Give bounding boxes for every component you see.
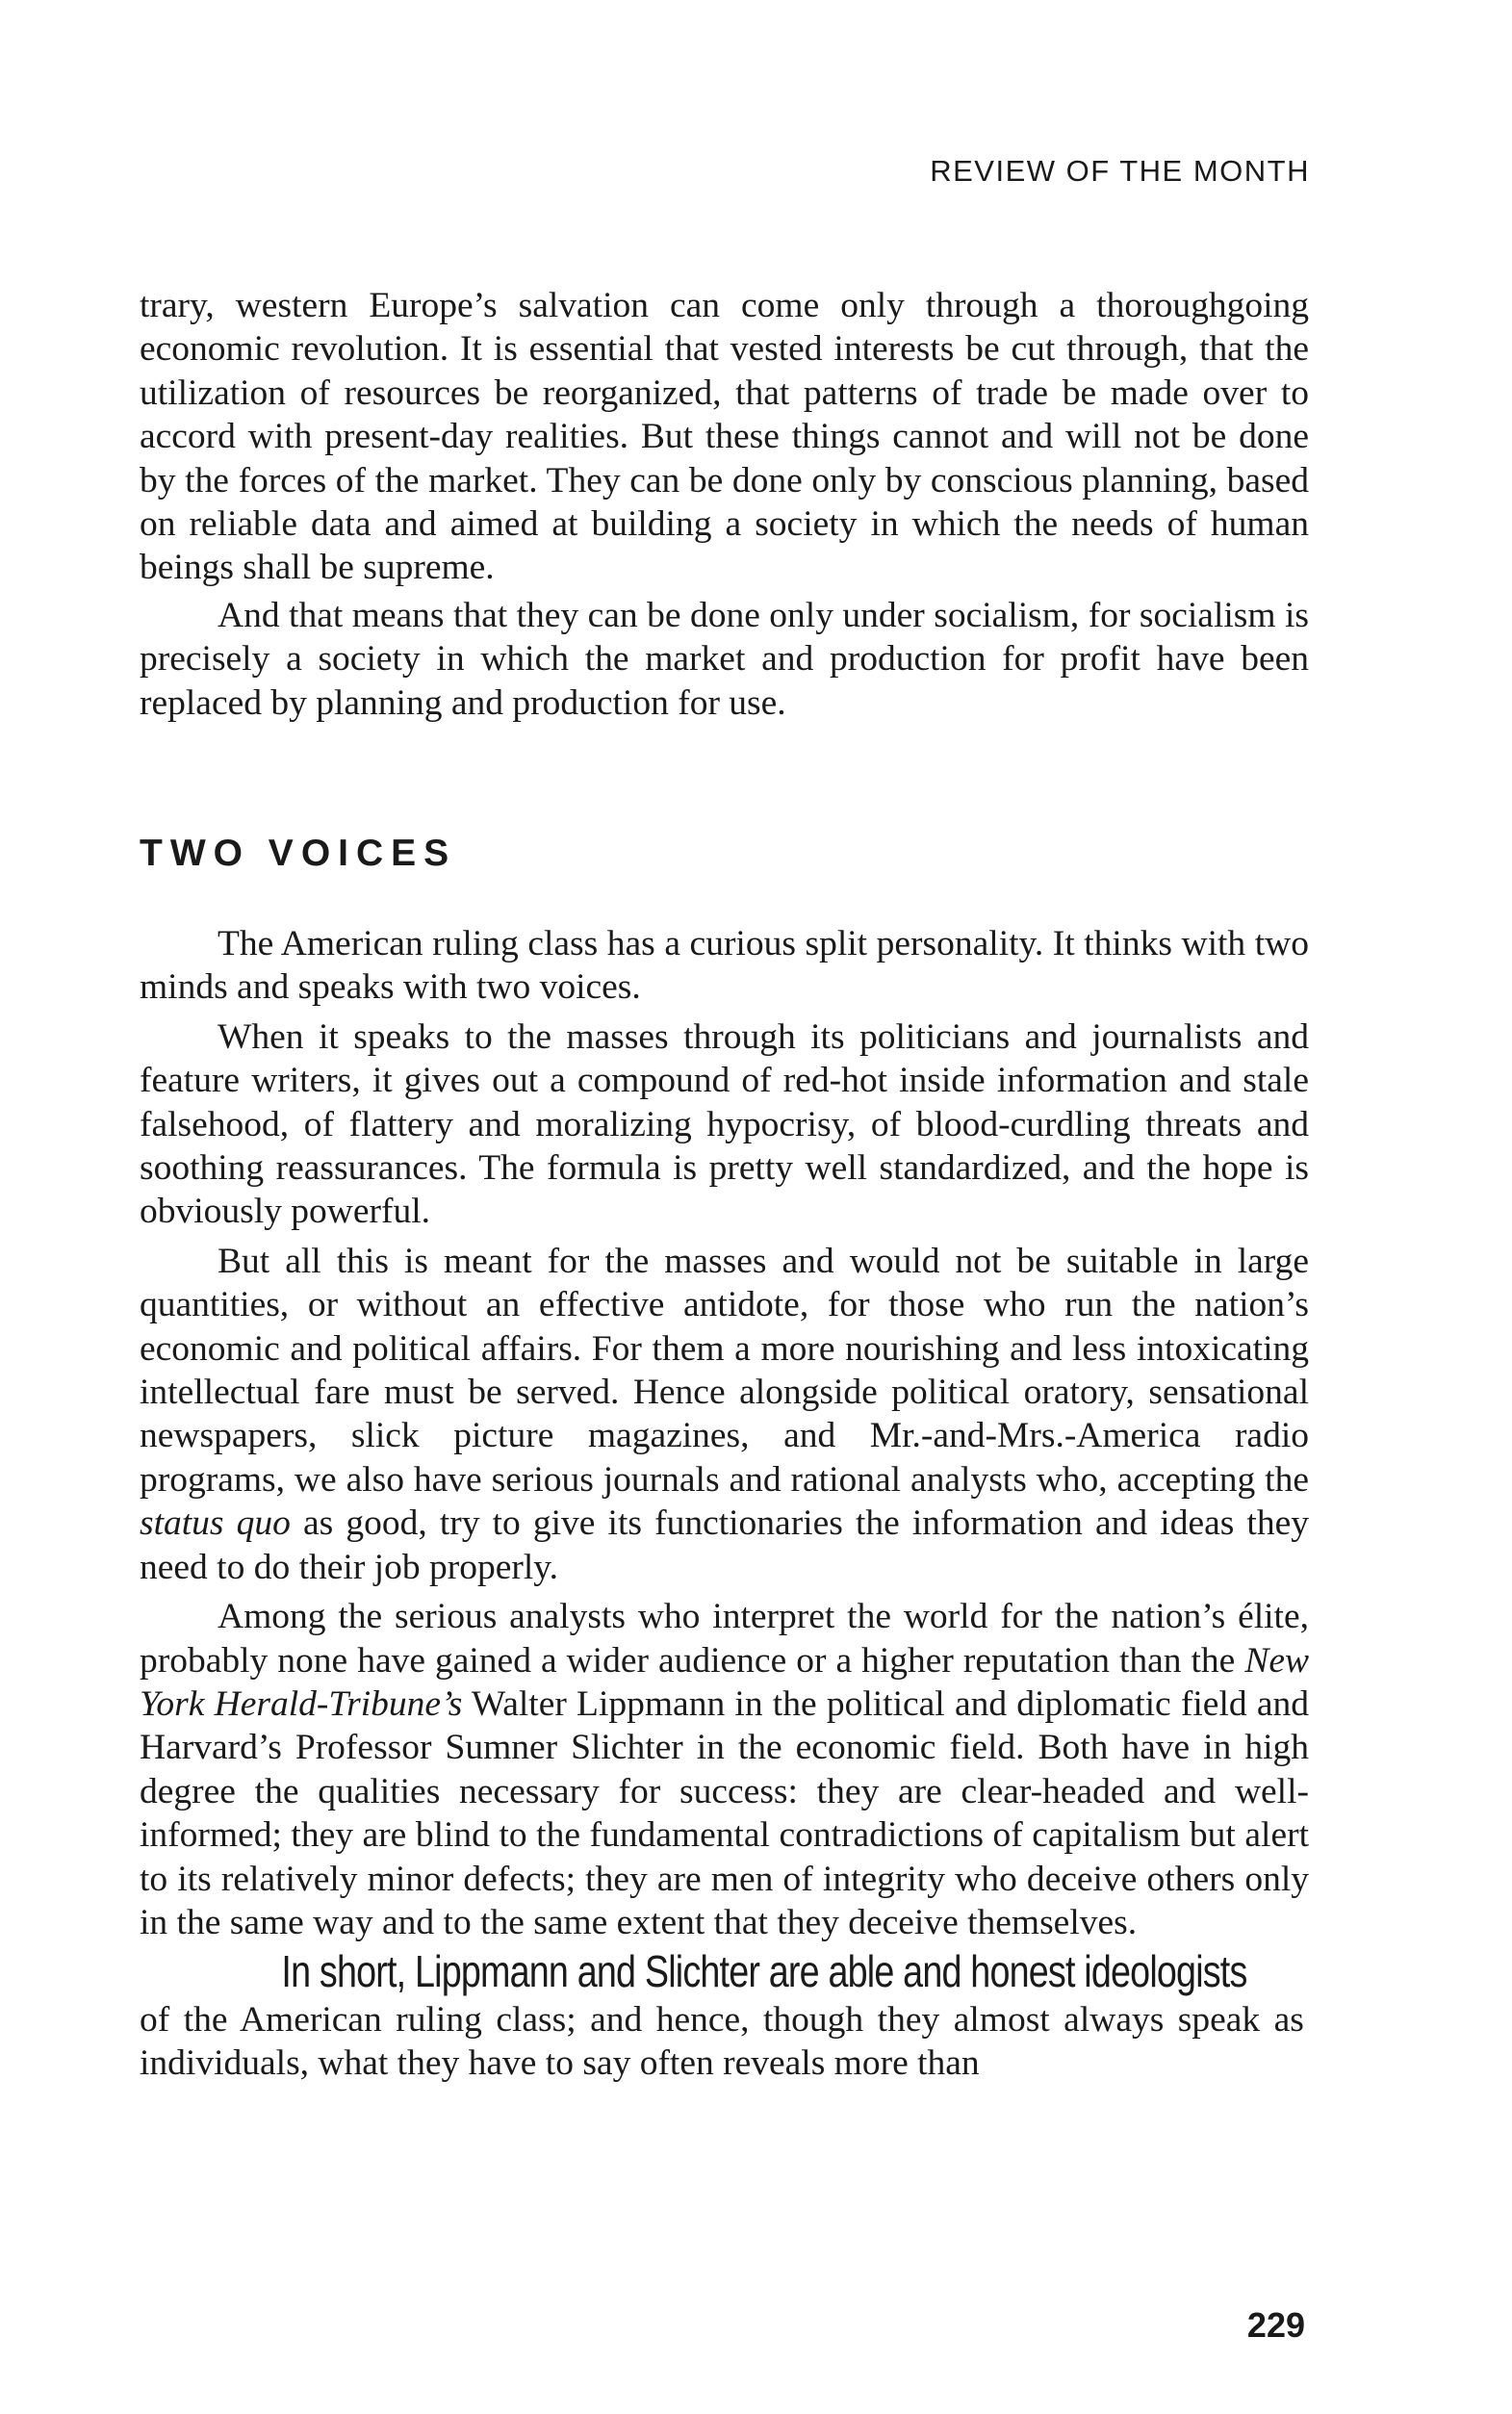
opening-text-block <box>140 284 1309 725</box>
text-run: But all this is meant for the masses and would not be suitable in large quantities, or without an effective antidote, for those who run the nation’s economic and political affairs. For them a more nourishing and less intoxicating intellectual fare must be served. Hence alongside political oratory, sensational newspapers, slick picture magazines, and Mr.-and-Mrs.-America radio programs, we also have serious journals and rational analysts who, accepting the <box>140 1241 1309 1500</box>
text-run: Among the serious analysts who interpret the world for the nation’s élite, probably none have gained a wider audience or a higher reputation than the <box>140 1597 1309 1681</box>
italic-term: status quo <box>140 1503 291 1544</box>
section-heading: TWO VOICES <box>140 833 457 874</box>
lead-in-text: In short, Lippmann and Slichter are able and honest ideologists <box>281 1946 1247 1997</box>
page-number: 229 <box>1246 2305 1305 2345</box>
paragraph-antidote <box>140 1240 1309 1589</box>
paragraph-continued: trary, western Europe’s salvation can come only through a thoroughgoing economic revolution. It is essential that vested interests be cut through, that the utilization of resources be reorganized, that patterns of trade be made over to accord with present-day realities. But these things cannot and will not be done by the forces of the market. They can be done only by conscious planning, based on reliable data and aimed at building a society in which the needs of human beings shall be supreme. <box>140 286 1309 588</box>
italic-publication: New York Herald-Tribune’s <box>140 1640 1309 1724</box>
text-run: as good, try to give its functionaries the information and ideas they need to do their job properly. <box>140 1503 1309 1587</box>
section-text-block <box>140 922 1309 2086</box>
paragraph-socialism: And that means that they can be done only under socialism, for socialism is precisely a society in which the market and production for profit have been replaced by planning and production for use. <box>140 595 1309 723</box>
text-run: Walter Lippmann in the political and diplomatic field and Harvard’s Professor Sumner Slichter in the economic field. Both have in high degree the qualities necessary for success: they are clear-headed and well-informed; they are blind to the fundamental contradictions of capitalism but alert to its relatively minor defects; they are men of integrity who deceive others only in the same way and to the same extent that they deceive themselves. <box>140 1683 1309 1942</box>
running-head: REVIEW OF THE MONTH <box>930 154 1310 188</box>
paragraph-masses: When it speaks to the masses through its politicians and journalists and feature writers, it gives out a compound of red-hot inside information and stale falsehood, of flattery and moralizing hypocrisy, of blood-curdling threats and soothing reassurances. The formula is pretty well standardized, and the hope is obviously powerful. <box>140 1016 1309 1232</box>
paragraph-analysts <box>140 1595 1309 1944</box>
text-run: of the American ruling class; and hence, though they almost always speak as individuals, what they have to say often reveals more than <box>140 1999 1304 2084</box>
paragraph-split-personality: The American ruling class has a curious split personality. It thinks with two minds and speaks with two voices. <box>140 924 1309 1008</box>
paragraph-ideologists <box>140 1946 1309 2085</box>
